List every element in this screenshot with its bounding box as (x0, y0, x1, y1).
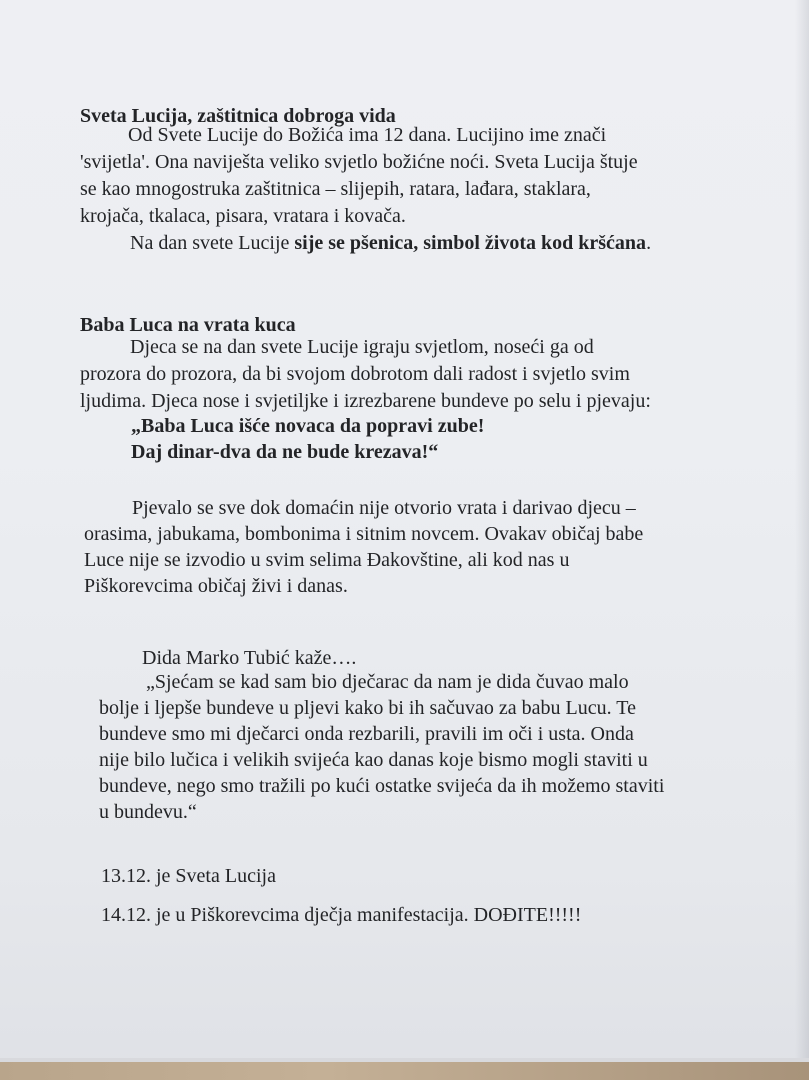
quote-line: nije bilo lučica i velikih svijeća kao danas koje bismo mogli staviti u (99, 749, 648, 771)
quote-line: bolje i ljepše bundeve u pljevi kako bi ih sačuvao za babu Lucu. Te (99, 697, 636, 719)
highlighted-phrase: sije se pšenica, simbol života kod kršćana (294, 232, 647, 254)
quote-line: „Sjećam se kad sam bio dječarac da nam je dida čuvao malo (146, 671, 629, 693)
table-surface (0, 1062, 809, 1080)
section2-paragraph-line: orasima, jabukama, bombonima i sitnim novcem. Ovakav običaj babe (84, 523, 644, 545)
section1-line: 'svijetla'. Ona naviješta veliko svjetlo božićne noći. Sveta Lucija štuje (80, 151, 638, 173)
section1-line-highlight (130, 231, 651, 255)
page-edge-shadow (795, 0, 809, 1080)
date-line: 13.12. je Sveta Lucija (101, 865, 276, 887)
section1-line: se kao mnogostruka zaštitnica – slijepih, ratara, lađara, staklara, (80, 178, 591, 200)
song-line: „Baba Luca išće novaca da popravi zube! (131, 415, 485, 437)
section1-title: Sveta Lucija, zaštitnica dobroga vida (80, 105, 396, 127)
section2-paragraph-line: Luce nije se izvodio u svim selima Đakovštine, ali kod nas u (84, 549, 570, 571)
section2-title: Baba Luca na vrata kuca (80, 314, 296, 336)
section2-paragraph-line: Pjevalo se sve dok domaćin nije otvorio vrata i darivao djecu – (132, 497, 636, 519)
section2-line: Djeca se na dan svete Lucije igraju svjetlom, noseći ga od (130, 336, 594, 358)
section2-paragraph-line: Piškorevcima običaj živi i danas. (84, 575, 348, 597)
line-prefix: Na dan svete Lucije (130, 232, 295, 254)
quote-line: u bundevu.“ (99, 801, 197, 823)
quote-line: bundeve smo mi dječarci onda rezbarili, pravili im oči i usta. Onda (99, 723, 634, 745)
line-suffix: . (646, 232, 652, 254)
song-line: Daj dinar-dva da ne bude krezava!“ (131, 441, 439, 463)
section1-line: krojača, tkalaca, pisara, vratara i kovača. (80, 205, 406, 227)
section1-line: Od Svete Lucije do Božića ima 12 dana. Lucijino ime znači (128, 124, 607, 146)
quote-line: bundeve, nego smo tražili po kući ostatke svijeća da ih možemo staviti (99, 775, 665, 797)
section2-line: ljudima. Djeca nose i svjetiljke i izrezbarene bundeve po selu i pjevaju: (80, 390, 651, 412)
section3-intro: Dida Marko Tubić kaže…. (142, 647, 357, 669)
date-line: 14.12. je u Piškorevcima dječja manifestacija. DOĐITE!!!!! (101, 904, 582, 926)
section2-line: prozora do prozora, da bi svojom dobrotom dali radost i svjetlo svim (80, 363, 630, 385)
